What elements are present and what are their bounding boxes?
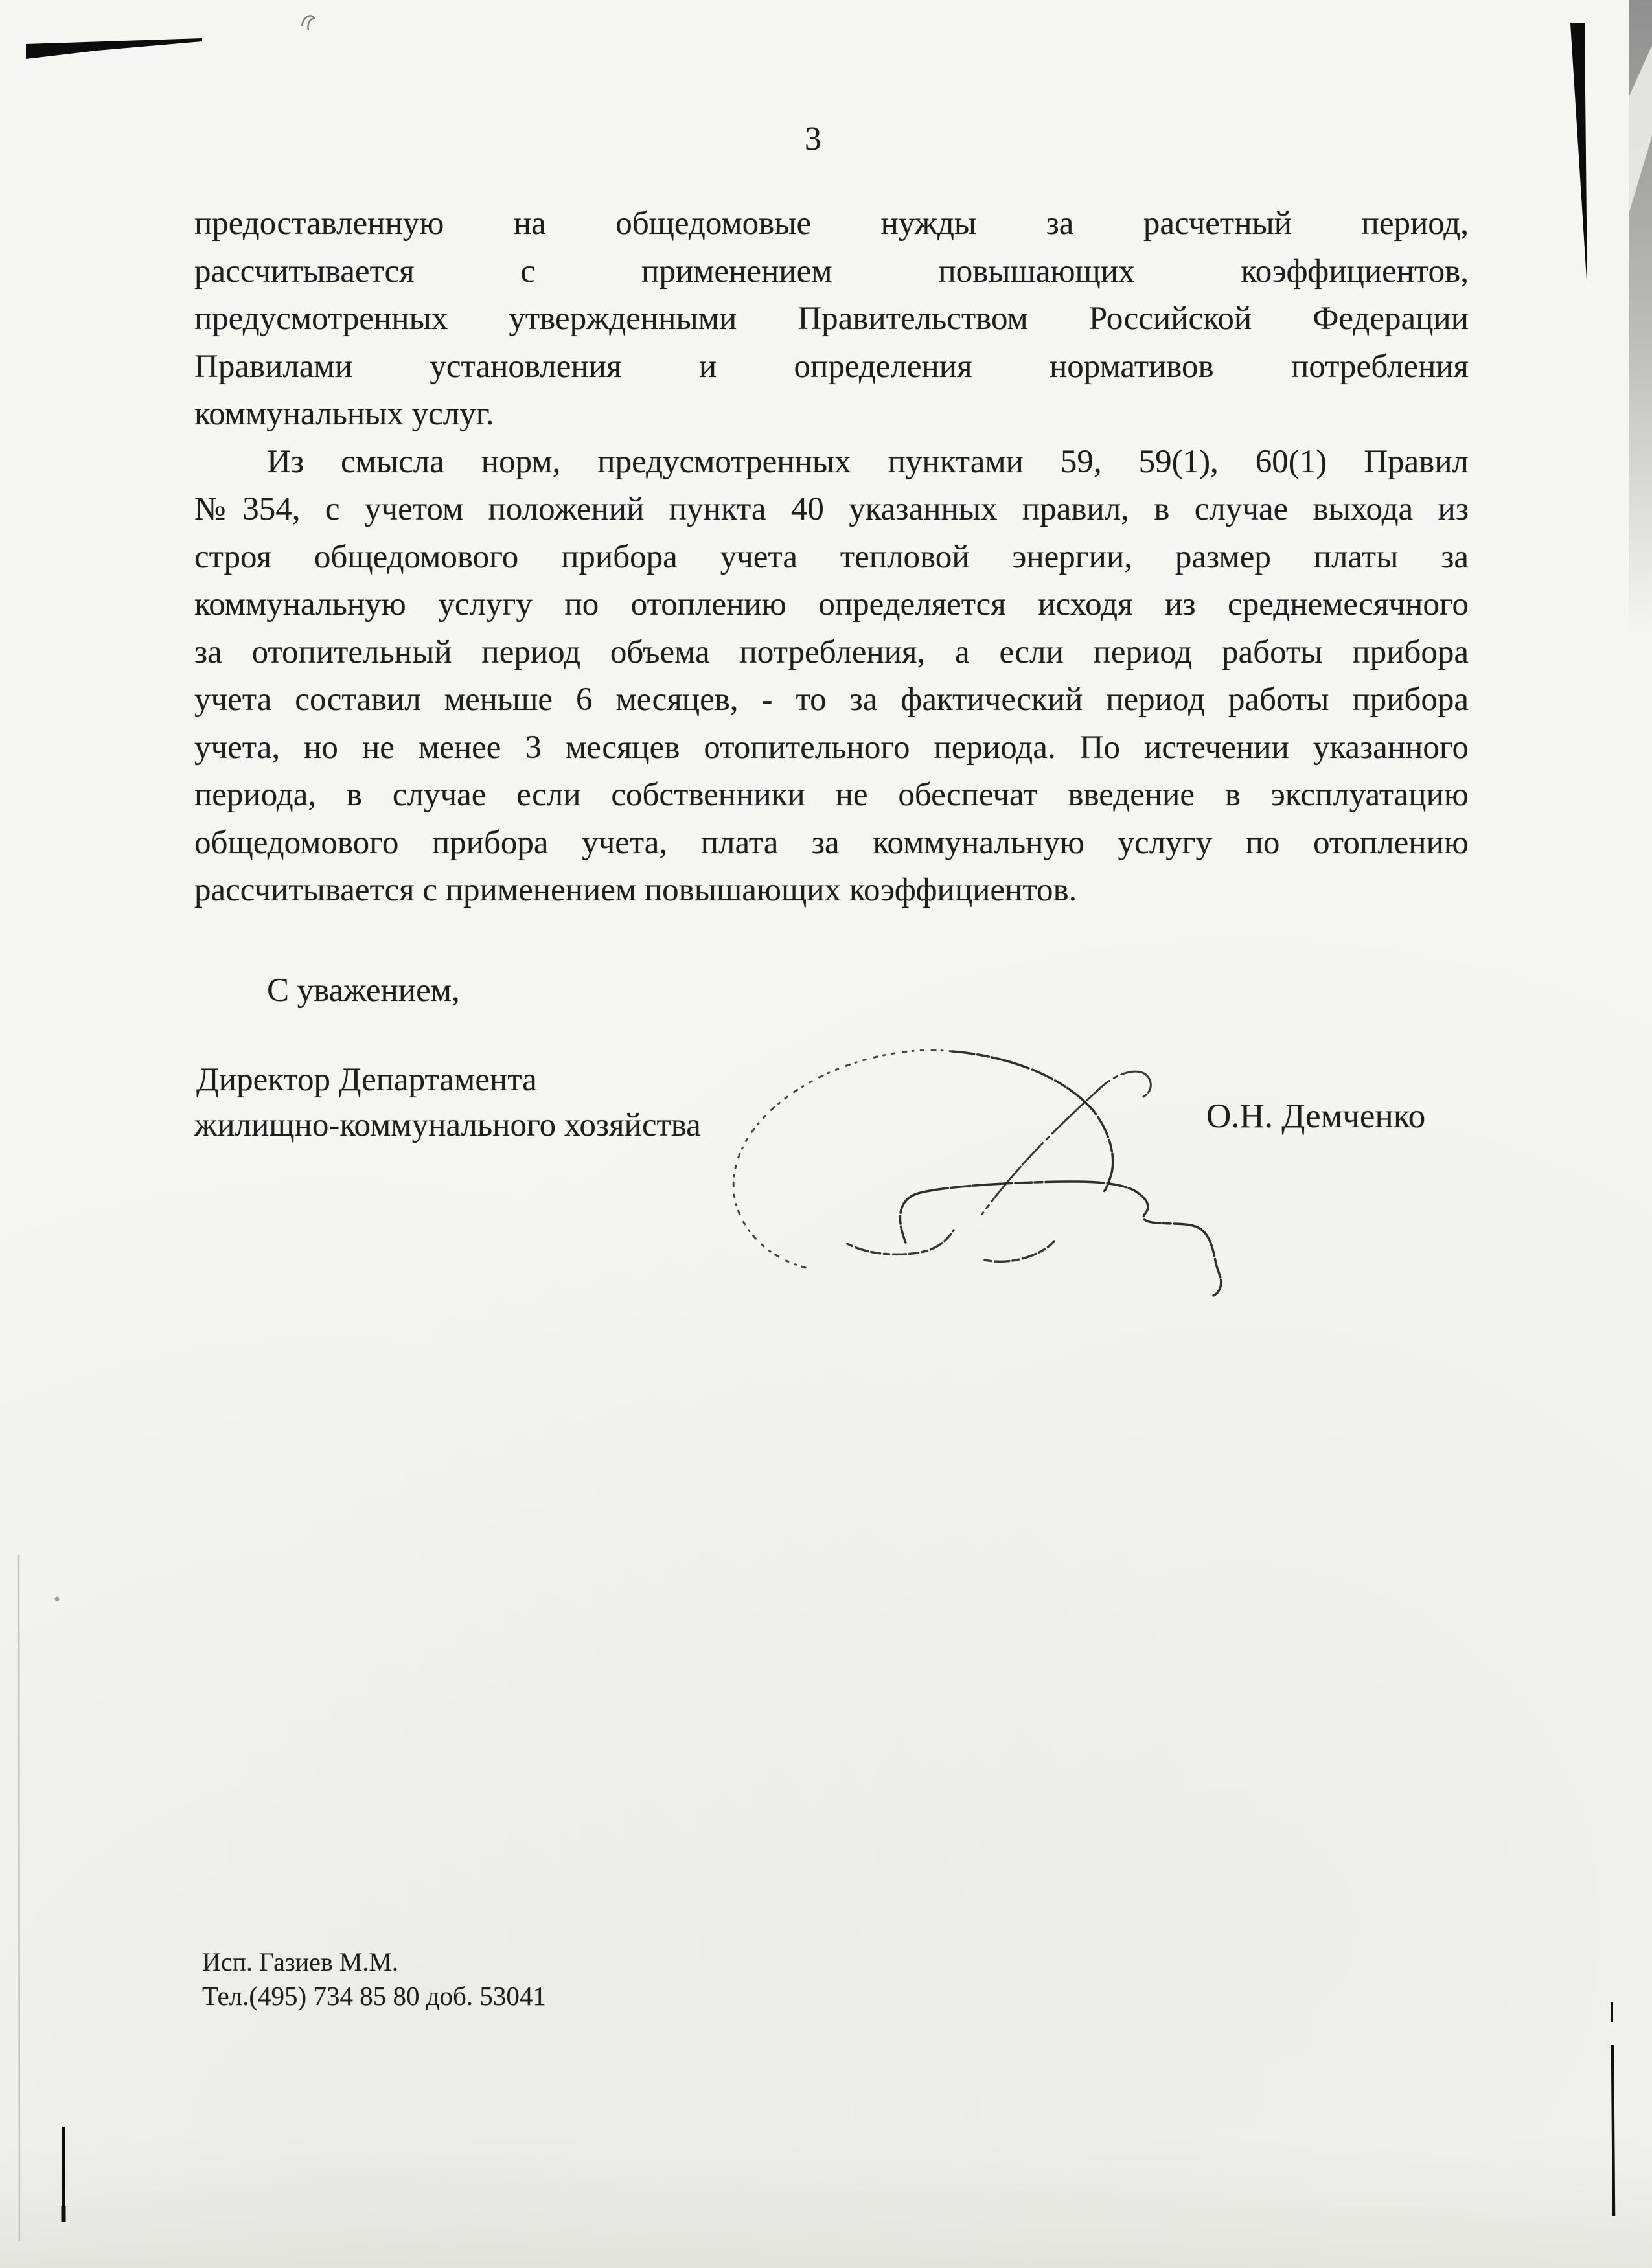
letter-body — [194, 200, 1469, 915]
top-left-wedge-artifact — [26, 38, 202, 59]
left-dot-artifact — [55, 1597, 60, 1601]
signer-name: О.Н. Демченко — [1206, 1097, 1426, 1135]
right-edge-shadow — [1629, 0, 1652, 635]
body-line: рассчитывается с применением повышающих коэффициентов, — [194, 253, 1469, 290]
body-line: №354, с учетом положений пункта 40 указанных правил, в случае выхода из — [194, 491, 1469, 527]
footer-phone: Тел.(495) 734 85 80 доб. 53041 — [202, 1981, 546, 2011]
body-line: общедомового прибора учета, плата за коммунальную услугу по отоплению — [194, 824, 1469, 861]
body-line: Правилами установления и определения нормативов потребления — [194, 348, 1469, 385]
paragraph-1 — [194, 200, 1469, 439]
right-bottom-line-artifact — [1612, 2045, 1614, 2216]
page-number: 3 — [805, 120, 821, 157]
signer-title-line-2: жилищно-коммунального хозяйства — [194, 1107, 701, 1143]
right-edge-white-streak — [1629, 45, 1652, 214]
body-line: периода, в случае если собственники не обеспечат введение в эксплуатацию — [194, 777, 1469, 813]
body-line: учета составил меньше 6 месяцев, - то за фактический период работы прибора — [194, 682, 1469, 718]
body-line: за отопительный период объема потребления, а если период работы прибора — [194, 634, 1469, 670]
paragraph-2 — [194, 439, 1469, 915]
body-line: предусмотренных утвержденными Правительством Российской Федерации — [194, 301, 1469, 337]
body-line: предоставленную на общедомовые нужды за расчетный период, — [194, 205, 1469, 242]
top-right-wedge-artifact — [1570, 23, 1587, 290]
signer-title-line-1: Директор Департамента — [196, 1062, 537, 1098]
closing-salutation: С уважением, — [267, 972, 460, 1009]
body-line: учета, но не менее 3 месяцев отопительного периода. По истечении указанного — [194, 729, 1469, 766]
body-line: рассчитывается с применением повышающих коэффициентов. — [194, 872, 1077, 908]
signature-icon — [733, 1050, 1221, 1296]
body-line: Из смысла норм, предусмотренных пунктами 59, 59(1), 60(1) Правил — [267, 443, 1469, 480]
body-line: коммунальную услугу по отоплению определяется исходя из среднемесячного — [194, 586, 1469, 623]
top-squiggle-artifact — [302, 16, 314, 30]
footer-executor: Исп. Газиев М.М. — [202, 1947, 398, 1976]
body-line: строя общедомового прибора учета тепловой энергии, размер платы за — [194, 538, 1469, 575]
body-line: коммунальных услуг. — [194, 396, 494, 432]
